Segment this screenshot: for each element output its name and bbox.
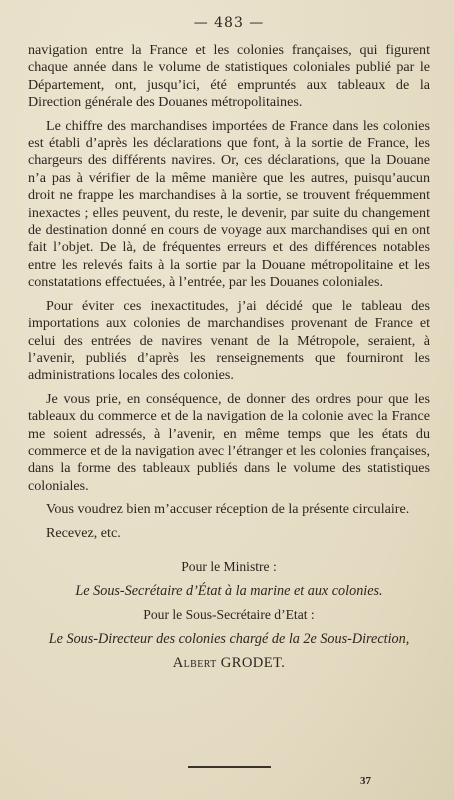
paragraph-2: Le chiffre des marchandises importées de France dans les colonies est établi d’après les déclarations que font, à la sortie de France, les chargeurs des différents navires. Or, ces déclarations, que la Douane n’a pas à vérifier de la même manière que les autres, puisqu’aucun droit ne frappe les marchandises à la sortie, se trouvent fréquemment inexactes ; elles peuvent, du reste, le devenir, par suite du changement de destination donné en cours de voyage aux marchandises qui en ont fait l’objet. De là, de fréquentes erreurs et des différences notables entre les relevés faits à la sortie par la Douane métropolitaine et les constatations effectuées, à l’entrée, par les Douanes coloniales. [28,117,430,291]
paragraph-5: Vous voudrez bien m’accuser réception de la présente circulaire. [46,501,410,518]
signatory-first-name: Albert [172,654,217,671]
signatory-name [28,654,430,672]
paragraph-6: Recevez, etc. [46,524,121,541]
signature-line-minister: Pour le Ministre : [181,558,277,574]
signature-mark: 37 [360,775,371,787]
letter-body [28,42,430,542]
paragraph-3: Pour éviter ces inexactitudes, j’ai décidé que le tableau des importations aux colonies de marchandises provenant de France et celui des entrées de navires venant de la Métropole, seraient, à l’avenir, publiés d’après les renseignements que fourniront les administrations locales des colonies. [28,297,430,384]
signature-line-undersecretary: Le Sous-Secrétaire d’État à la marine et aux colonies. [75,582,383,599]
signature-block [28,558,430,672]
closing-rule [188,766,271,768]
signatory-last-name: GRODET. [220,654,286,671]
signature-line-for-undersecretary: Pour le Sous-Secrétaire d’Etat : [143,606,315,622]
signature-line-subdirector: Le Sous-Directeur des colonies chargé de la 2e Sous-Direction, [48,630,410,647]
page-number: — 483 — [193,15,265,31]
paragraph-4: Je vous prie, en conséquence, de donner des ordres pour que les tableaux du commerce et de la navigation de la colonie avec la France me soient adressés, à l’avenir, en même temps que les états du commerce et de la navigation avec l’étranger et les colonies françaises, dans la forme des tableaux publiés dans le volume des statistiques coloniales. [28,390,430,494]
paragraph-1: navigation entre la France et les colonies françaises, qui figurent chaque année dans le volume de statistiques coloniales publié par le Département, ont, jusqu’ici, été empruntés aux tableaux de la Direction générale des Douanes métropolitaines. [28,42,430,111]
